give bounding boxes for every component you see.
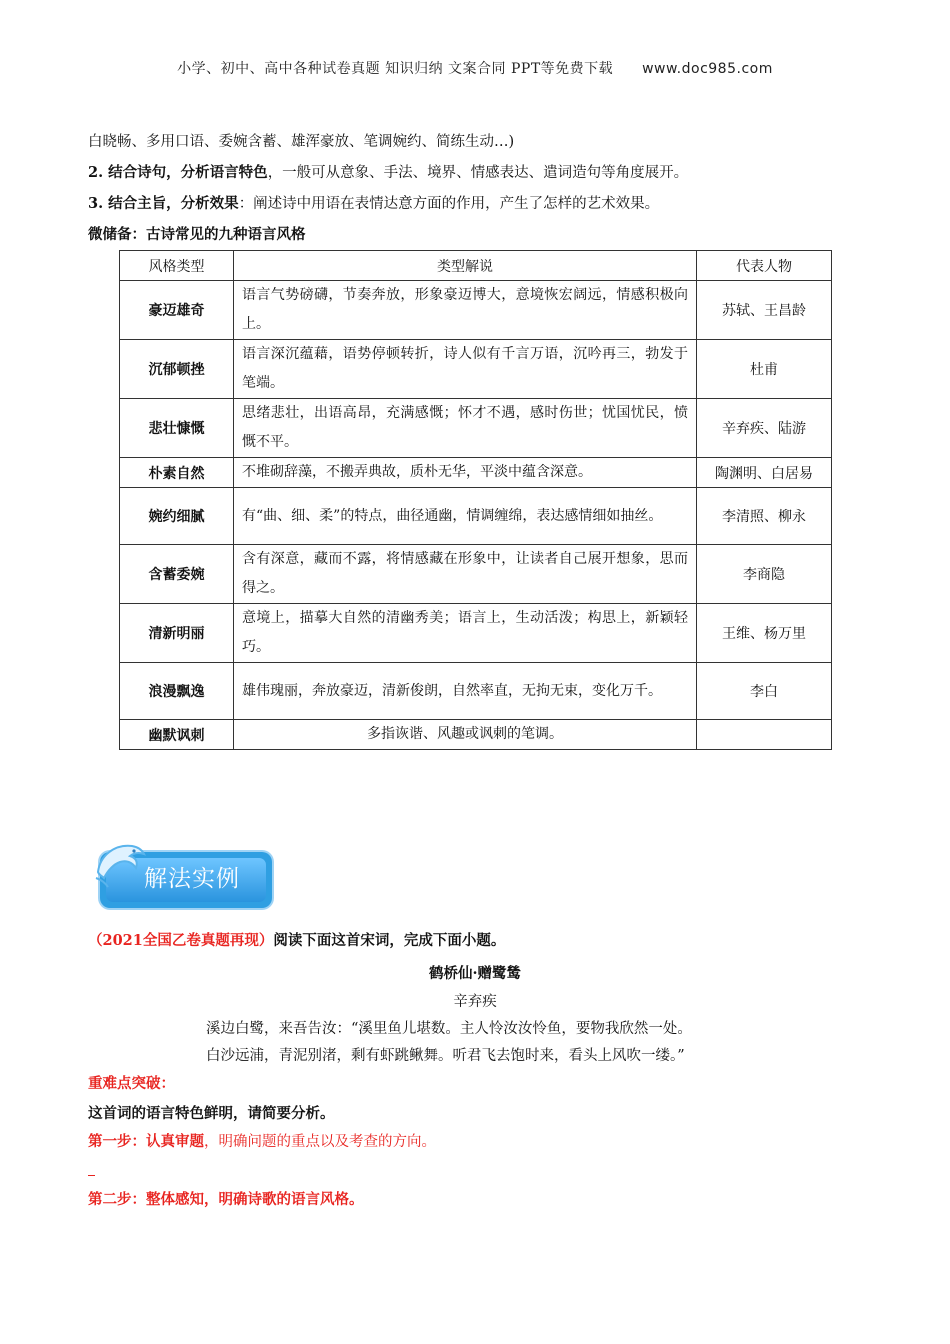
style-desc: 有“曲、细、柔”的特点，曲径通幽，情调缠绵，表达感情细如抽丝。	[234, 488, 697, 545]
step-1	[88, 1132, 436, 1152]
poem-line-1: 溪边白鹭，来吾告汝：“溪里鱼儿堪数。主人怜汝汝怜鱼，要物我欣然一处。	[206, 1021, 692, 1037]
style-rep: 李白	[697, 663, 832, 720]
style-type: 悲壮慷慨	[120, 399, 234, 458]
header-rep: 代表人物	[697, 251, 832, 281]
style-rep: 陶渊明、白居易	[697, 458, 832, 488]
dolphin-icon	[92, 838, 148, 888]
source-tag: （2021全国乙卷真题再现）	[88, 932, 274, 949]
item-3-heading: 3. 结合主旨，分析效果	[88, 195, 239, 212]
style-type: 浪漫飘逸	[120, 663, 234, 720]
style-type: 含蓄委婉	[120, 545, 234, 604]
style-type: 豪迈雄奇	[120, 281, 234, 340]
style-type: 清新明丽	[120, 604, 234, 663]
style-desc: 不堆砌辞藻，不搬弄典故，质朴无华，平淡中蕴含深意。	[234, 458, 697, 488]
solution-example-badge	[92, 838, 282, 918]
style-rep: 王维、杨万里	[697, 604, 832, 663]
style-rep: 杜甫	[697, 340, 832, 399]
style-desc: 雄伟瑰丽，奔放豪迈，清新俊朗，自然率直，无拘无束，变化万千。	[234, 663, 697, 720]
table-row	[120, 458, 832, 488]
source-instruction: 阅读下面这首宋词，完成下面小题。	[273, 932, 506, 949]
style-desc: 含有深意，藏而不露，将情感藏在形象中，让读者自己展开想象，思而得之。	[234, 545, 697, 604]
step-1-text: ，明确问题的重点以及考查的方向。	[204, 1134, 436, 1150]
example-source	[88, 931, 505, 951]
question-text: 这首词的语言特色鲜明，请简要分析。	[88, 1105, 335, 1122]
intro-line-0: 白晓畅、多用口语、委婉含蓄、雄浑豪放、笔调婉约、简练生动…)	[88, 134, 515, 150]
style-desc: 语言气势磅礴，节奏奔放，形象豪迈博大，意境恢宏阔远，情感积极向上。	[234, 281, 697, 340]
poem-line-2: 白沙远浦，青泥别渚，剩有虾跳鳅舞。听君飞去饱时来，看头上风吹一缕。”	[206, 1048, 685, 1064]
answer-blank	[88, 1175, 95, 1176]
item-2-heading: 2. 结合诗句，分析语言特色	[88, 164, 268, 181]
table-row	[120, 281, 832, 340]
intro-item-3	[88, 194, 659, 214]
style-rep: 苏轼、王昌龄	[697, 281, 832, 340]
style-desc: 语言深沉蕴藉，语势停顿转折，诗人似有千言万语，沉吟再三，勃发于笔端。	[234, 340, 697, 399]
style-rep: 辛弃疾、陆游	[697, 399, 832, 458]
style-type: 沉郁顿挫	[120, 340, 234, 399]
table-row	[120, 399, 832, 458]
poem-title: 鹤桥仙·赠鹭鸶	[428, 965, 522, 982]
language-style-table	[119, 250, 832, 750]
step-1-heading: 第一步：认真审题	[88, 1133, 204, 1150]
header-desc: 类型解说	[234, 251, 697, 281]
difficulty-heading: 重难点突破：	[88, 1075, 175, 1092]
page-header	[0, 58, 950, 78]
badge-label: 解法实例	[144, 866, 240, 892]
table-row	[120, 488, 832, 545]
style-desc: 多指诙谐、风趣或讽刺的笔调。	[234, 720, 697, 750]
item-2-text: ，一般可从意象、手法、境界、情感表达、遣词造句等角度展开。	[267, 165, 689, 181]
prep-title: 微储备：古诗常见的九种语言风格	[88, 226, 306, 243]
table-row	[120, 663, 832, 720]
header-type: 风格类型	[120, 251, 234, 281]
table-header-row	[120, 251, 832, 281]
intro-item-2	[88, 163, 688, 183]
table-row	[120, 720, 832, 750]
item-3-text: ：阐述诗中用语在表情达意方面的作用，产生了怎样的艺术效果。	[238, 196, 660, 212]
style-rep	[697, 720, 832, 750]
table-row	[120, 545, 832, 604]
style-rep: 李清照、柳永	[697, 488, 832, 545]
style-type: 幽默讽刺	[120, 720, 234, 750]
step-2: 第二步：整体感知，明确诗歌的语言风格。	[88, 1191, 364, 1208]
style-desc: 思绪悲壮，出语高昂，充满感慨；怀才不遇，感时伤世；忧国忧民，愤慨不平。	[234, 399, 697, 458]
table-row	[120, 340, 832, 399]
style-type: 婉约细腻	[120, 488, 234, 545]
table-row	[120, 604, 832, 663]
header-site-link[interactable]: www.doc985.com	[642, 61, 773, 77]
poem-author: 辛弃疾	[453, 994, 497, 1010]
style-desc: 意境上，描摹大自然的清幽秀美；语言上，生动活泼；构思上，新颖轻巧。	[234, 604, 697, 663]
header-text: 小学、初中、高中各种试卷真题 知识归纳 文案合同 PPT等免费下载	[177, 61, 614, 77]
style-rep: 李商隐	[697, 545, 832, 604]
style-type: 朴素自然	[120, 458, 234, 488]
